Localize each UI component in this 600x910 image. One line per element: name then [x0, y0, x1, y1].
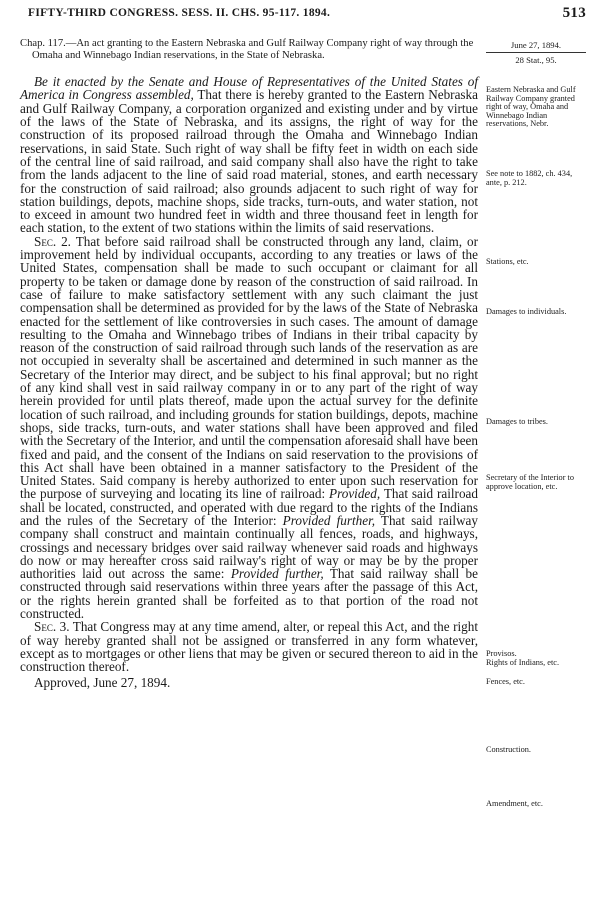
section-2-text-b: That said railroad shall be located, constructed, and operated with due regard to the rights of the Indians and the rules of the Secretary of the Interior:: [20, 486, 478, 528]
margin-note: Damages to individuals.: [486, 307, 567, 316]
proviso-3-label: Provided further,: [230, 566, 324, 582]
section-3-text: That Congress may at any time amend, alter, or repeal this Act, and the right of way hereby granted shall not be assigned or transferred in any form whatever, except as to mortgages or other liens that may be given or secured thereon to aid in the construction thereof.: [20, 619, 479, 675]
section-3: [20, 620, 478, 673]
section-2-text-c: That said railway company shall construct and maintain continually all fences, roads, and highways, crossings and necessary bridges over said railway whenever said roads and highways do now or may hereafter cross said railway's right of way or may be by the proper authorities laid out across the same:: [20, 512, 478, 582]
margin-note: Amendment, etc.: [486, 799, 543, 808]
running-title: FIFTY-THIRD CONGRESS. SESS. II. CHS. 95-117. 1894.: [28, 7, 331, 19]
margin-note: Construction.: [486, 745, 531, 754]
act-body: [20, 38, 478, 690]
page-number: 513: [562, 5, 586, 21]
running-head: [28, 7, 586, 25]
section-2: [20, 235, 478, 621]
section-1: [20, 75, 478, 235]
stat-reference: 28 Stat., 95.: [515, 55, 557, 65]
date-box: [486, 40, 586, 65]
act-date: June 27, 1894.: [486, 40, 586, 53]
chapter-caption: Chap. 117.—An act granting to the Eastern Nebraska and Gulf Railway Company right of way through the Omaha and Winnebago Indian reservations, in the State of Nebraska.: [20, 38, 474, 61]
proviso-1-label: Provided,: [329, 486, 381, 502]
proviso-2-label: Provided further,: [282, 512, 376, 528]
section-2-text-d: That said railway shall be constructed through said reservations within three years after the passage of this Act, or the rights herein granted shall be forfeited as to that portion of the road not constructed.: [20, 566, 479, 622]
margin-note: Eastern Nebraska and Gulf Railway Company granted right of way, Omaha and Winnebago Indian reservations, Nebr.: [486, 85, 576, 129]
margin-note: Rights of Indians, etc.: [486, 658, 560, 667]
section-2-label: Sec. 2.: [34, 233, 71, 249]
section-3-label: Sec. 3.: [34, 619, 70, 635]
margin-note: Provisos.: [486, 649, 517, 658]
margin-note: Damages to tribes.: [486, 417, 548, 426]
approval-line: Approved, June 27, 1894.: [34, 674, 171, 690]
section-1-text: That there is hereby granted to the Eastern Nebraska and Gulf Railway Company, a corporation organized and existing under and by virtue of the laws of the State of Nebraska, and its assigns, the right of way for the construction of its proposed railroad through the Omaha and Winnebago Indian reservations, in said State. Such right of way shall be fifty feet in width on each side of the central line of said railroad, and said company shall also have the right to take from the lands adjacent to the line of said road material, stones, and earth necessary for the construction of said railroad; also grounds adjacent to such right of way for station buildings, depots, machine shops, side tracks, turn-outs, and water station, not to exceed in amount two hundred feet in width and three thousand feet in length for each station, to the extent of two stations within the limits of said reservations.: [20, 87, 478, 236]
section-2-text-a: That before said railroad shall be constructed through any land, claim, or improvement held by individual occupants, according to any treaties or laws of the United States, compensation shall be made to such occupant or claimant for all property to be taken or damage done by reason of the construction of said railroad. In case of failure to make satisfactory settlement with any such claimant the just compensation shall be determined as provided for by the laws of the State of Nebraska enacted for the settlement of like controversies in such cases. The amount of damage resulting to the Omaha and Winnebago tribes of Indians in their tribal capacity by reason of the construction of said railroad through such lands of the reservation as are not occupied in severalty shall be ascertained and determined in such manner as the Secretary of the Interior may direct, and be subject to his final approval; but no right of any kind shall vest in said railway company in or to any part of the right of way herein provided for until plats thereof, made upon the actual survey for the definite location of such railroad, and including grounds for station buildings, depots, machine shops, side tracks, turn-outs, and water stations shall have been approved and filed with the Secretary of the Interior, and until the compensation aforesaid shall have been fixed and paid, and the consent of the Indians on said reservation to the provisions of this Act shall have been obtained in a manner satisfactory to the President of the United States. Said company is hereby authorized to enter upon such reservation for the purpose of surveying and locating its line of railroad:: [20, 233, 479, 502]
margin-note: Secretary of the Interior to approve location, etc.: [486, 473, 575, 491]
margin-note: Stations, etc.: [486, 257, 529, 266]
margin-note: See note to 1882, ch. 434, ante, p. 212.: [486, 169, 573, 187]
margin-note: Fences, etc.: [486, 677, 525, 686]
enacting-clause: Be it enacted by the Senate and House of Representatives of the United States of America in Congress assembled,: [20, 74, 478, 103]
